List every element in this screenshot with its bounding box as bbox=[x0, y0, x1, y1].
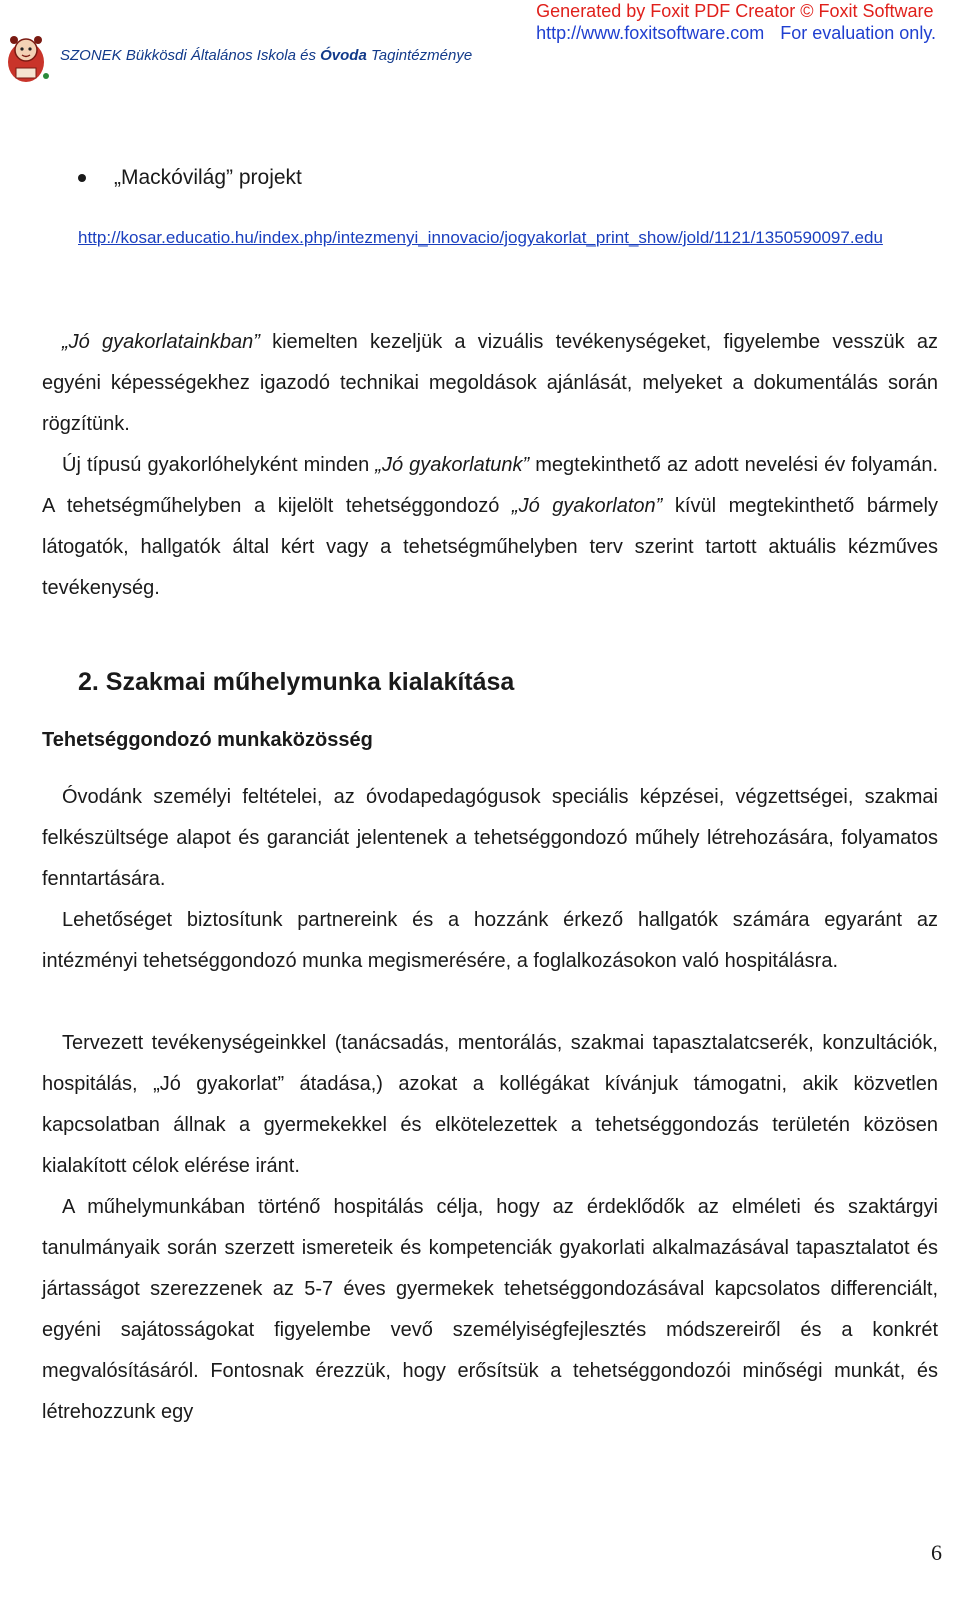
paragraph-activities: Tervezett tevékenységeinkkel (tanácsadás, mentorálás, szakmai tapasztalatcserék, konzultációk, hospitálás, „Jó gyakorlat” átadása,) azokat a kollégákat kívánjuk támogatni, akik közvetlen kapcsolatban állnak a gyermekekkel és elkötelezettek a tehetséggondozás területén közösen kialakított célok elérése iránt. bbox=[42, 1032, 938, 1177]
foxit-eval-text: For evaluation only. bbox=[780, 23, 936, 43]
bullet-text: „Mackóvilág” projekt bbox=[114, 166, 302, 189]
paragraph-hospitation: A műhelymunkában történő hospitálás célja, hogy az érdeklődők az elméleti és szaktárgyi tanulmányaik során szerzett ismereteik és kompetenciák gyakorlati alkalmazásával tapasztalatot és jártasságot szerezzenek az 5-7 éves gyermekek tehetséggondozásával kapcsolatos differenciált, egyéni sajátosságokat figyelembe vevő személyiségfejlesztés módszereiről és a konkrét megvalósításáról. Fontosnak érezzük, hogy erősítsük a tehetséggondozói minőségi munkát, és létrehozzunk egy bbox=[42, 1196, 938, 1423]
school-name: SZONEK Bükkösdi Általános Iskola és Óvoda Tagintézménye bbox=[60, 47, 473, 64]
bullet-item bbox=[78, 166, 302, 190]
section-heading: 2. Szakmai műhelymunka kialakítása bbox=[78, 668, 515, 696]
subsection-heading: Tehetséggondozó munkaközösség bbox=[42, 729, 373, 751]
foxit-generated-text: Generated by Foxit PDF Creator © Foxit Software bbox=[536, 1, 934, 21]
paragraph-staff: Óvodánk személyi feltételei, az óvodapedagógusok speciális képzései, végzettségei, szakmai felkészültsége alapot és garanciát jelentenek a tehetséggondozó műhely létrehozására, folyamatos fenntartására. bbox=[42, 786, 938, 890]
bullet-icon bbox=[78, 174, 86, 182]
page-number: 6 bbox=[931, 1540, 942, 1565]
foxit-watermark bbox=[536, 0, 936, 44]
paragraph-new-type: Új típusú gyakorlóhelyként minden „Jó gyakorlatunk” megtekinthető az adott nevelési év folyamán. A tehetségműhelyben a kijelölt tehetséggondozó „Jó gyakorlaton” kívül megtekinthető bármely látogatók, hallgatók által kért vagy a tehetségműhelyben terv szerint tartott aktuális kézműves tevékenység. bbox=[42, 454, 939, 599]
school-logo bbox=[4, 28, 52, 84]
foxit-url[interactable]: http://www.foxitsoftware.com bbox=[536, 23, 765, 43]
paragraph-partners: Lehetőséget biztosítunk partnereink és a hozzánk érkező hallgatók számára egyaránt az intézményi tehetséggondozó munka megismerésére, a foglalkozásokon való hospitálásra. bbox=[42, 909, 938, 972]
paragraph-good-practices: „Jó gyakorlatainkban” kiemelten kezeljük a vizuális tevékenységeket, figyelembe vesszük az egyéni képességekhez igazodó technikai megoldások ajánlását, melyeket a dokumentálás során rögzítünk. bbox=[42, 331, 938, 435]
project-link[interactable]: http://kosar.educatio.hu/index.php/intezmenyi_innovacio/jogyakorlat_print_show/jold/1121/1350590097.edu bbox=[78, 228, 883, 247]
